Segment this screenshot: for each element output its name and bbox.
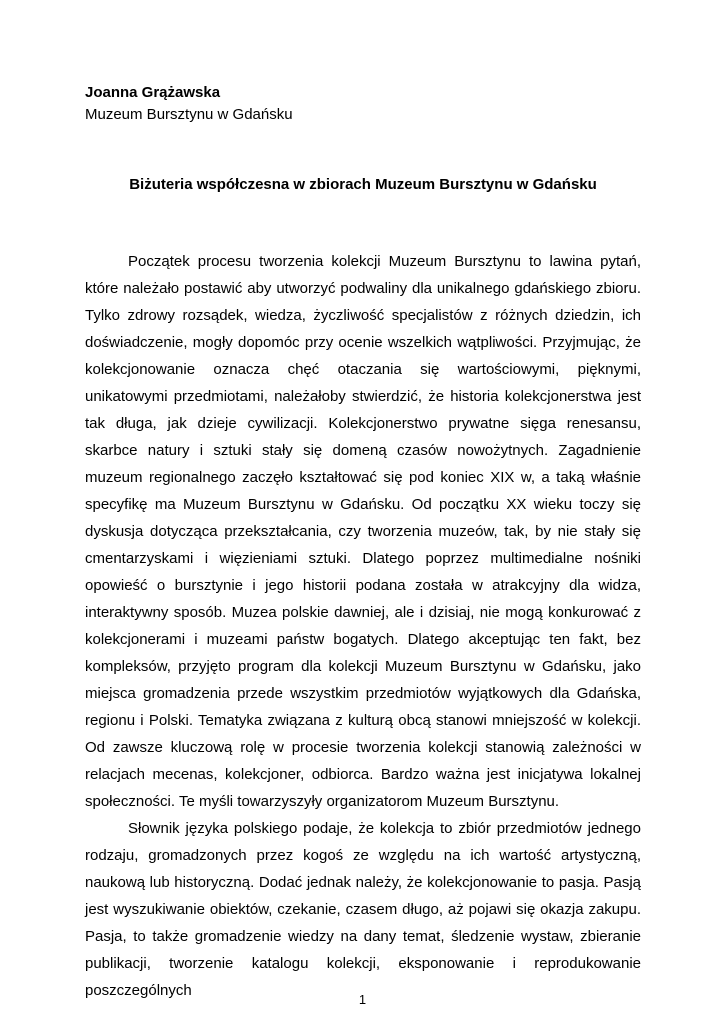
page-number: 1 (358, 992, 367, 1007)
paragraph-2: Słownik języka polskiego podaje, że kolekcja to zbiór przedmiotów jednego rodzaju, gromadzonych przez kogoś ze względu na ich wartość artystyczną, naukową lub historyczną. Dodać jednak należy, że kolekcjonowanie to pasja. Pasją jest wyszukiwanie obiektów, czekanie, czasem długo, aż pojawi się okazja zakupu. Pasja, to także gromadzenie wiedzy na dany temat, śledzenie wystaw, zbieranie publikacji, tworzenie katalogu kolekcji, eksponowanie i reprodukowanie poszczególnych (85, 820, 641, 999)
paragraph-1: Początek procesu tworzenia kolekcji Muzeum Bursztynu to lawina pytań, które należało postawić aby utworzyć podwaliny dla unikalnego gdańskiego zbioru. Tylko zdrowy rozsądek, wiedza, życzliwość specjalistów z różnych dziedzin, ich doświadczenie, mogły dopomóc przy ocenie wszelkich wątpliwości. Przyjmując, że kolekcjonowanie oznacza chęć otaczania się wartościowymi, pięknymi, unikatowymi przedmiotami, należałoby stwierdzić, że historia kolekcjonerstwa jest tak długa, jak dzieje cywilizacji. Kolekcjonerstwo prywatne sięga renesansu, skarbce natury i sztuki stały się domeną czasów nowożytnych. Zagadnienie muzeum regionalnego zaczęło kształtować się pod koniec XIX w, a taką właśnie specyfikę ma Muzeum Bursztynu w Gdańsku. Od początku XX wieku toczy się dyskusja dotycząca przekształcania, czy tworzenia muzeów, tak, by nie stały się cmentarzyskami i więzieniami sztuki. Dlatego poprzez multimedialne nośniki opowieść o bursztynie i jego historii podana została w atrakcyjny dla widza, interaktywny sposób. Muzea polskie dawniej, ale i dzisiaj, nie mogą konkurować z kolekcjonerami i muzeami państw bogatych. Dlatego akceptując ten fakt, bez kompleksów, przyjęto program dla kolekcji Muzeum Bursztynu w Gdańsku, jako miejsca gromadzenia przede wszystkim przedmiotów wyjątkowych dla Gdańska, regionu i Polski. Tematyka związana z kulturą obcą stanowi mniejszość w kolekcji. Od zawsze kluczową rolę w procesie tworzenia kolekcji stanowią zależności w relacjach mecenas, kolekcjoner, odbiorca. Bardzo ważna jest inicjatywa lokalnej społeczności. Te myśli towarzyszyły organizatorom Muzeum Bursztynu. (85, 253, 641, 810)
author-block (85, 82, 641, 126)
document-title: Biżuteria współczesna w zbiorach Muzeum Bursztynu w Gdańsku (129, 176, 597, 193)
page-content (85, 82, 641, 1004)
document-body (85, 248, 641, 1004)
author-affiliation: Muzeum Bursztynu w Gdańsku (85, 106, 293, 123)
author-name: Joanna Grążawska (85, 84, 221, 101)
